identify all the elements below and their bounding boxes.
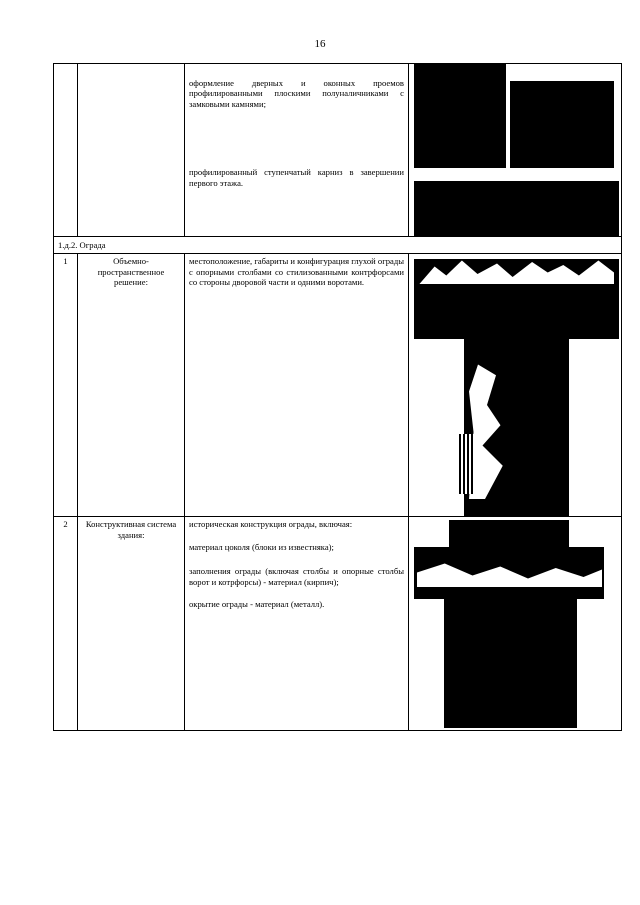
row-number: 1 (54, 254, 78, 517)
row-name: Объемно-пространственное решение: (78, 254, 185, 517)
table-row (54, 64, 622, 237)
description-cell (185, 254, 409, 517)
description-paragraph: профилированный ступенчатый карниз в завершении первого этажа. (189, 167, 404, 188)
description-paragraph: местоположение, габариты и конфигурация глухой ограды с опорными столбами со стилизованными контрфорсами со стороны дворовой части и одними воротами. (189, 256, 404, 288)
description-cell (185, 517, 409, 731)
table-row (54, 254, 622, 517)
fence-photo (409, 254, 622, 516)
row-name: Конструктивная система здания: (78, 517, 185, 731)
description-paragraph: оформление дверных и оконных проемов профилированными плоскими полуналичниками с замковыми камнями; (189, 78, 404, 109)
row-number: 2 (54, 517, 78, 731)
table-row (54, 517, 622, 731)
description-paragraph: заполнения ограды (включая столбы и опорные столбы ворот и котрфорсы) - материал (кирпич); (189, 566, 404, 587)
section-title: 1.д.2. Ограда (54, 237, 622, 254)
number-cell (54, 64, 78, 237)
facade-photo (510, 81, 614, 168)
photo-region (449, 520, 569, 550)
cornice-photo (414, 181, 619, 236)
description-paragraph: материал цоколя (блоки из известняка); (189, 541, 334, 552)
facade-photo (414, 64, 506, 168)
description-paragraph: окрытие ограды - материал (металл). (189, 599, 325, 610)
photo-cell (409, 517, 622, 731)
page-number: 16 (314, 38, 326, 50)
protection-subject-table (53, 63, 622, 731)
section-row (54, 237, 622, 254)
photo-cell (409, 64, 622, 237)
description-paragraph: историческая конструкция ограды, включая: (189, 519, 353, 530)
name-cell (78, 64, 185, 237)
photo-cell (409, 254, 622, 517)
photo-region (444, 597, 577, 728)
description-cell (185, 64, 409, 237)
